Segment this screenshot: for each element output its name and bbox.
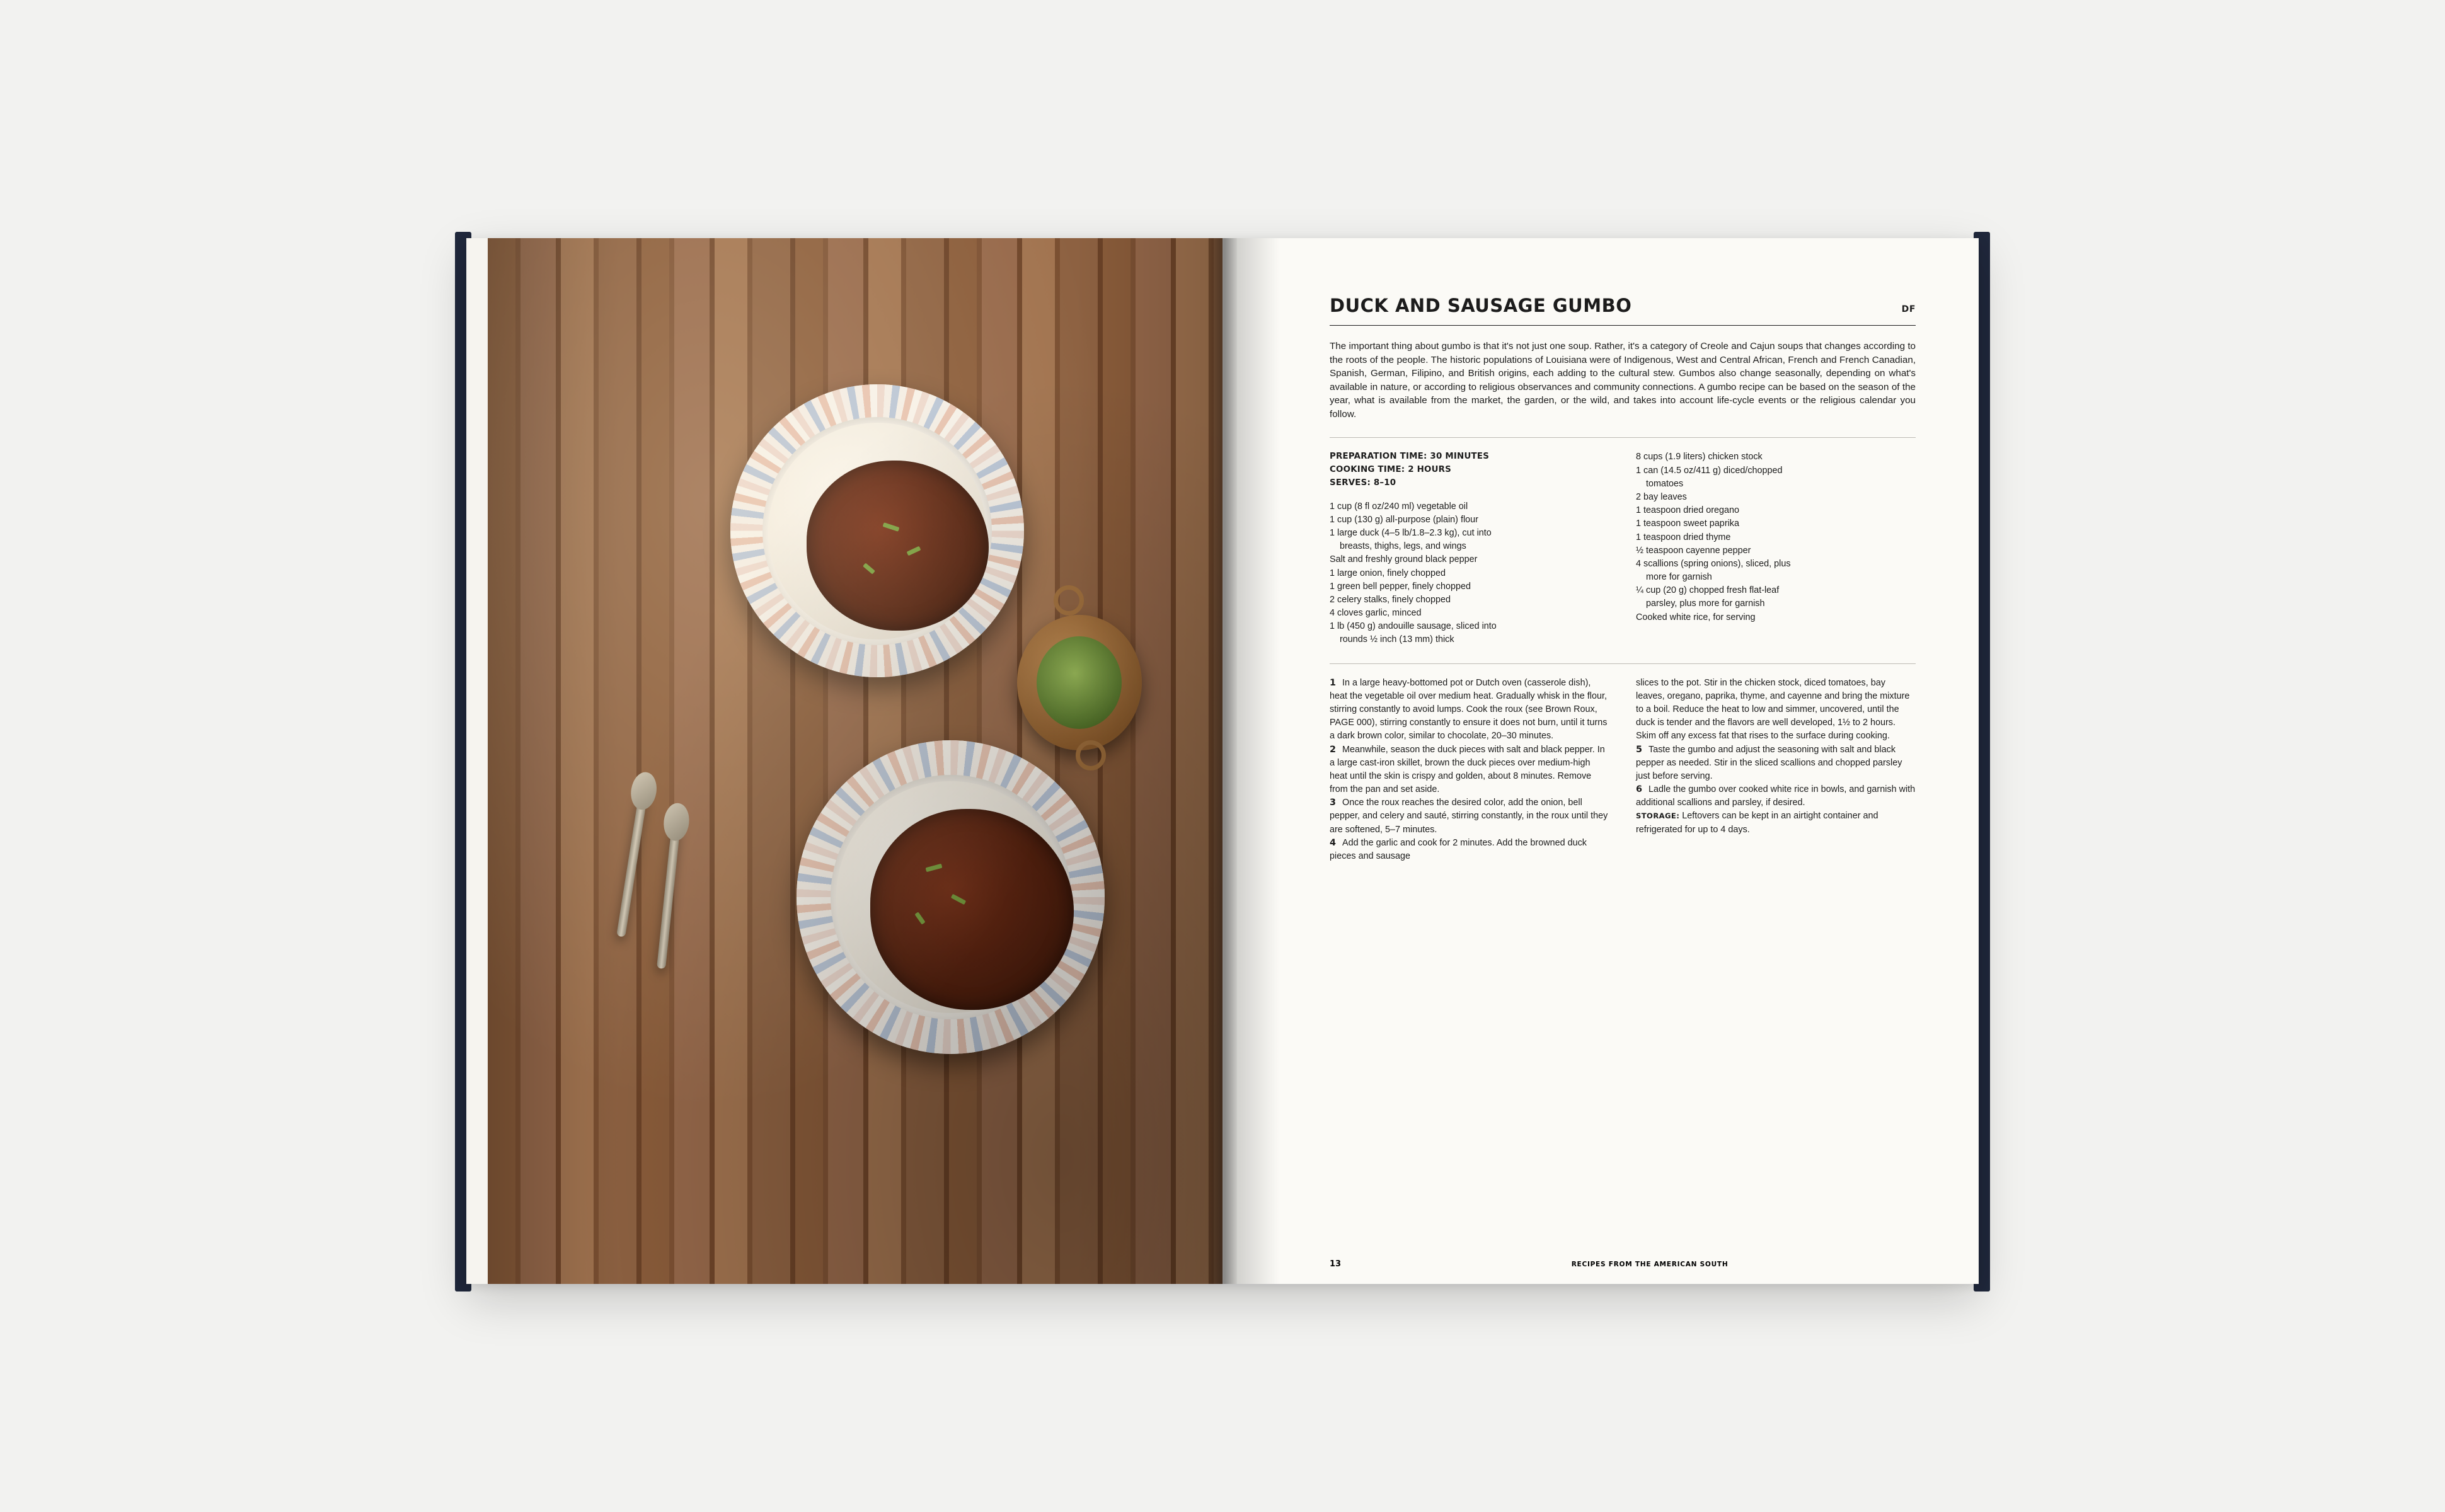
gumbo-bowl-bottom — [797, 740, 1105, 1054]
ingredient-item: 1 green bell pepper, finely chopped — [1330, 581, 1471, 592]
ingredient-item: 1 large onion, finely chopped — [1330, 568, 1446, 578]
copper-bowl-handle-bottom — [1076, 740, 1106, 770]
method-column-right — [1636, 677, 1916, 863]
ingredient-item: 1 large duck (4–5 lb/1.8–2.3 kg), cut into breasts, thighs, legs, and wings — [1330, 527, 1609, 553]
method-step — [1330, 677, 1609, 743]
method-section — [1330, 677, 1916, 863]
method-step — [1330, 837, 1609, 863]
method-step — [1636, 743, 1916, 784]
ingredient-item: 1 cup (130 g) all-purpose (plain) flour — [1330, 514, 1478, 525]
ingredient-item: 1 lb (450 g) andouille sausage, sliced into rounds ½ inch (13 mm) thick — [1330, 620, 1609, 646]
ingredient-item: 2 bay leaves — [1636, 491, 1687, 502]
step-text: Taste the gumbo and adjust the seasoning with salt and black pepper as needed. Stir in the sliced scallions and chopped parsley just before serving. — [1636, 744, 1902, 781]
cooking-time: COOKING TIME: 2 HOURS — [1330, 465, 1452, 475]
step-text: In a large heavy-bottomed pot or Dutch oven (casserole dish), heat the vegetable oil over medium heat. Gradually whisk in the flour, stirring constantly to avoid lumps. Cook the roux (see Brown Roux, PAGE 000), stirring constantly to ensure it does not burn, until it turns a dark brown color, similar to chocolate, 20–30 minutes. — [1330, 677, 1608, 742]
ingredient-item: ¼ cup (20 g) chopped fresh flat-leaf parsley, plus more for garnish — [1636, 584, 1916, 610]
recipe-header — [1330, 295, 1916, 326]
divider-above-ingredients — [1330, 437, 1916, 438]
open-book — [466, 238, 1979, 1284]
step-number: 6 — [1636, 784, 1643, 795]
ingredient-list-right — [1636, 450, 1916, 624]
page-title: DUCK AND SAUSAGE GUMBO — [1330, 295, 1632, 316]
method-step — [1636, 677, 1916, 743]
preparation-time: PREPARATION TIME: 30 MINUTES — [1330, 452, 1490, 462]
step-text: Once the roux reaches the desired color, add the onion, bell pepper, and celery and sauté, stirring constantly, in the roux until they are softened, 5–7 minutes. — [1330, 798, 1608, 835]
ingredient-continuation: tomatoes — [1646, 478, 1684, 489]
storage-note — [1636, 810, 1916, 836]
recipe-intro-text: The important thing about gumbo is that it's not just one soup. Rather, it's a category of Creole and Cajun soups that changes according to the roots of the people. The historic populations of Louisiana were of Indigenous, West and Central African, French and French Canadian, Spanish, German, Filipino, and British origins, each adding to the cultural stew. Gumbos also change seasonally, depending on what's available in nature, or according to religious observances and community connections. A gumbo recipe can be based on the season of the year, what is available from the market, the garden, or the wild, and takes into account life-cycle events or the religious calendar you follow. — [1330, 341, 1916, 420]
storage-text: Leftovers can be kept in an airtight container and refrigerated for up to 4 days. — [1636, 811, 1878, 835]
ingredient-item: 8 cups (1.9 liters) chicken stock — [1636, 452, 1763, 462]
method-step — [1330, 743, 1609, 797]
diet-tag-badge: DF — [1901, 304, 1916, 314]
antique-spoon-right — [657, 823, 681, 968]
recipe-meta — [1330, 450, 1609, 490]
copper-bowl-handle-top — [1054, 585, 1084, 616]
step-text: slices to the pot. Stir in the chicken stock, diced tomatoes, bay leaves, oregano, paprika, thyme, and cayenne and bring the mixture to a boil. Reduce the heat to low and simmer, uncovered, until the duck is tender and the flavors are well developed, 1½ to 2 hours. Skim off any excess fat that rises to the surface during cooking. — [1636, 677, 1910, 742]
gumbo-stew — [870, 809, 1074, 1010]
ingredient-continuation: more for garnish — [1646, 572, 1712, 583]
step-number: 1 — [1330, 677, 1337, 688]
ingredient-item: 1 teaspoon dried thyme — [1636, 532, 1731, 542]
step-number: 2 — [1330, 744, 1337, 755]
right-page — [1222, 238, 1979, 1284]
step-number: 4 — [1330, 837, 1337, 848]
ingredient-list-left — [1330, 500, 1609, 647]
method-column-left — [1330, 677, 1609, 863]
spoon-bowl — [628, 770, 659, 812]
serves: SERVES: 8–10 — [1330, 478, 1396, 488]
ingredients-column-right — [1636, 450, 1916, 646]
step-number: 3 — [1330, 798, 1337, 808]
divider-above-method — [1330, 663, 1916, 664]
ingredient-item: ½ teaspoon cayenne pepper — [1636, 545, 1751, 556]
ingredient-item: Cooked white rice, for serving — [1636, 612, 1756, 622]
gumbo-bowl-top — [730, 384, 1024, 677]
step-text: Add the garlic and cook for 2 minutes. Add the browned duck pieces and sausage — [1330, 837, 1587, 861]
spoon-bowl — [662, 801, 691, 842]
gumbo-photograph — [488, 238, 1222, 1284]
ingredient-item: 4 scallions (spring onions), sliced, plus more for garnish — [1636, 558, 1916, 584]
ingredients-column-left — [1330, 450, 1609, 646]
ingredient-continuation: breasts, thighs, legs, and wings — [1340, 541, 1466, 552]
ingredient-item: 1 can (14.5 oz/411 g) diced/chopped tomatoes — [1636, 464, 1916, 491]
book-spread — [466, 238, 1979, 1284]
method-steps-right — [1636, 677, 1916, 810]
step-text: Meanwhile, season the duck pieces with salt and black pepper. In a large cast-iron skillet, brown the duck pieces over medium-high heat until the skin is crispy and golden, about 8 minutes. Remove from the pan and set aside. — [1330, 744, 1605, 795]
method-step — [1330, 796, 1609, 837]
gumbo-stew — [807, 461, 989, 631]
ingredient-item: 2 celery stalks, finely chopped — [1330, 594, 1451, 605]
page-footer — [1330, 1259, 1916, 1269]
step-text: Ladle the gumbo over cooked white rice in bowls, and garnish with additional scallions and parsley, if desired. — [1636, 784, 1916, 808]
method-step — [1636, 783, 1916, 810]
sliced-scallions — [1037, 636, 1122, 729]
running-head: RECIPES FROM THE AMERICAN SOUTH — [1571, 1261, 1729, 1268]
ingredient-item: 4 cloves garlic, minced — [1330, 608, 1422, 619]
antique-spoon-left — [616, 793, 648, 937]
ingredient-continuation: rounds ½ inch (13 mm) thick — [1340, 634, 1454, 645]
copper-bowl-of-scallions — [1017, 615, 1142, 751]
ingredient-item: Salt and freshly ground black pepper — [1330, 554, 1478, 565]
recipe-content — [1330, 295, 1916, 1245]
ingredient-continuation: parsley, plus more for garnish — [1646, 598, 1765, 609]
ingredient-item: 1 cup (8 fl oz/240 ml) vegetable oil — [1330, 501, 1468, 512]
storage-label: STORAGE: — [1636, 811, 1680, 821]
page-number: 13 — [1330, 1259, 1342, 1269]
ingredient-item: 1 teaspoon sweet paprika — [1636, 518, 1740, 529]
left-page — [466, 238, 1222, 1284]
step-number: 5 — [1636, 744, 1643, 755]
ingredients-section — [1330, 450, 1916, 646]
ingredient-item: 1 teaspoon dried oregano — [1636, 505, 1740, 516]
